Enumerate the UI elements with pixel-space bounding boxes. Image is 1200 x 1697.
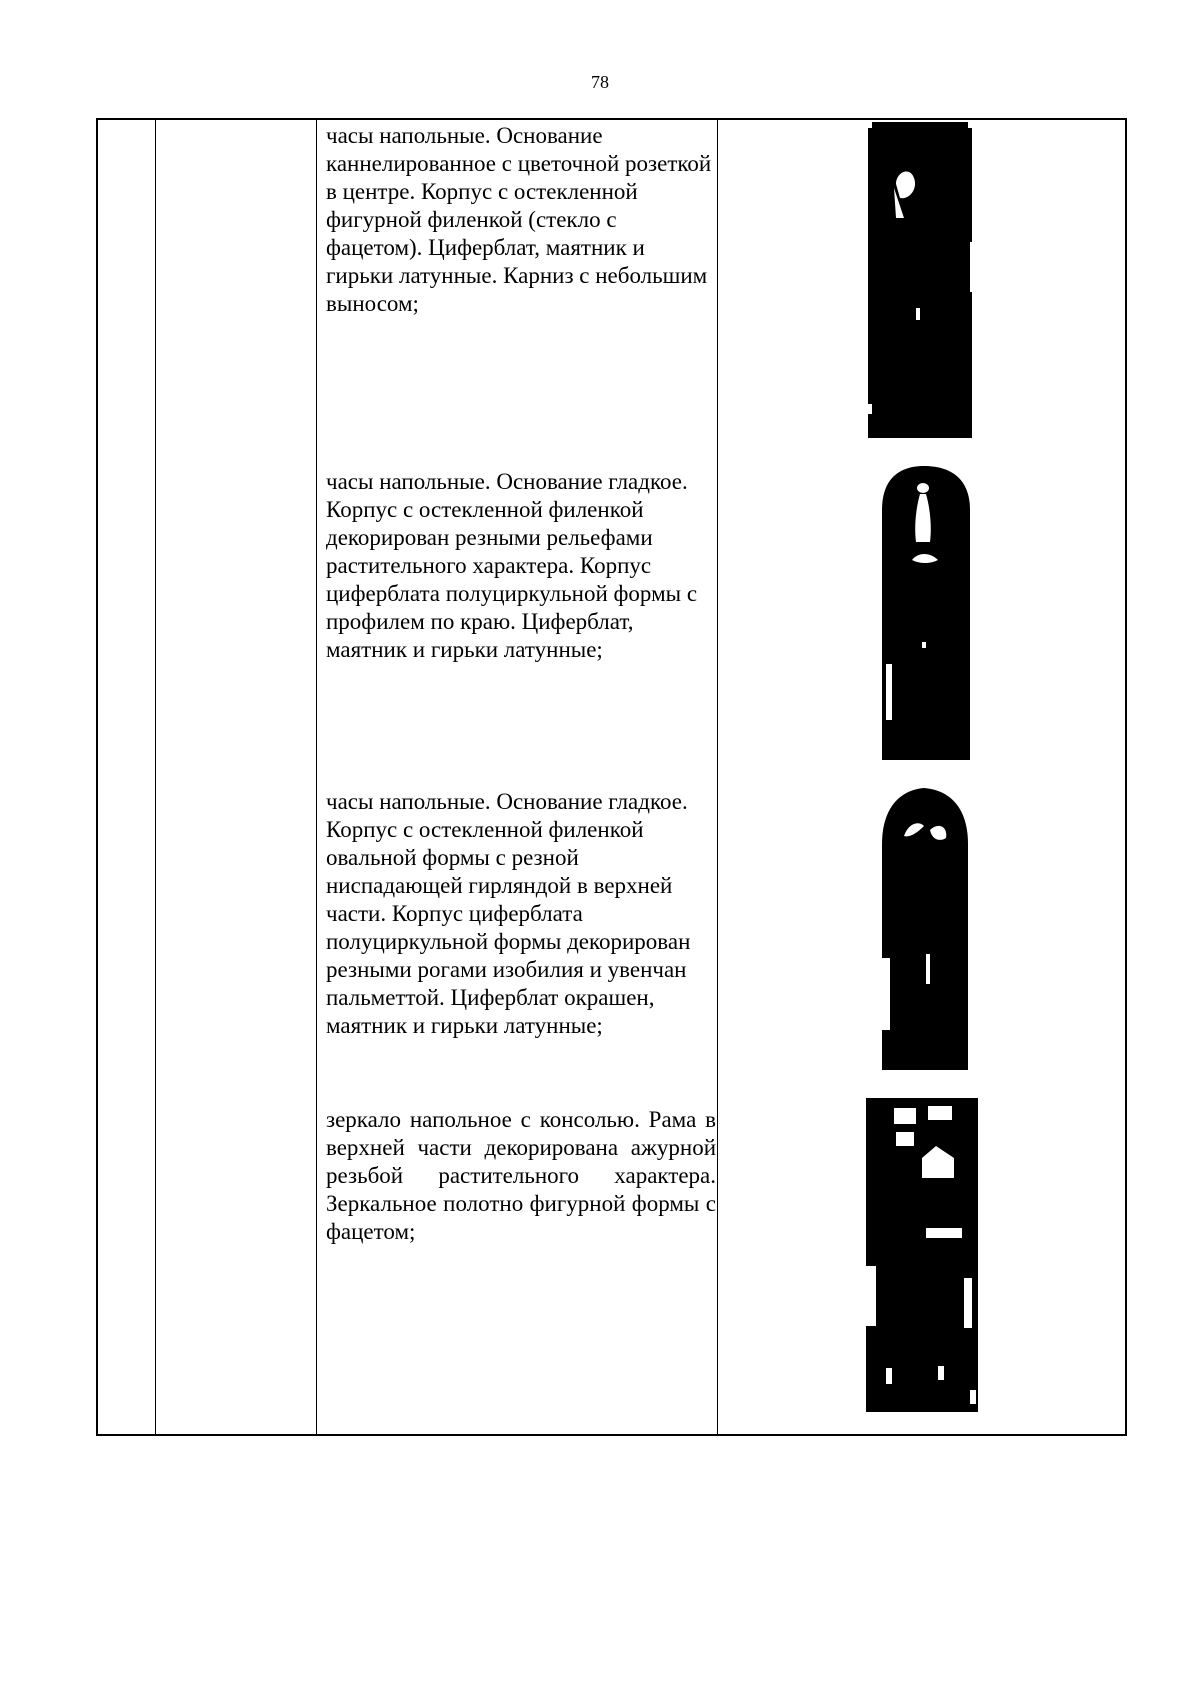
floor-mirror-photo-4 <box>866 1098 978 1412</box>
entry-description-3: часы напольные. Основание гладкое. Корпус с остекленной филенкой овальной формы с резной ниспадающей гирляндой в верхней части. Корпус циферблата полуциркульной формы декорирован резными рогами изобилия и увенчан пальметтой. Циферблат окрашен, маятник и гирьки латунные; <box>326 789 691 1038</box>
page-number: 78 <box>591 72 609 92</box>
column-divider <box>155 120 156 1434</box>
entry-description-1: часы напольные. Основание каннелированное с цветочной розеткой в центре. Корпус с остекленной фигурной филенкой (стекло с фацетом). Циферблат, маятник и гирьки латунные. Карниз с небольшим выносом; <box>326 123 712 316</box>
floor-clock-photo-2 <box>878 464 974 760</box>
floor-clock-photo-3 <box>878 784 974 1070</box>
entry-description-4: зеркало напольное с консолью. Рама в верхней части декорирована ажурной резьбой растительного характера. Зеркальное полотно фигурной формы с фацетом; <box>326 1107 716 1244</box>
column-divider <box>316 120 317 1434</box>
column-divider <box>717 120 718 1434</box>
entry-description-2: часы напольные. Основание гладкое. Корпус с остекленной филенкой декорирован резными рельефами растительного характера. Корпус циферблата полуциркульной формы с профилем по краю. Циферблат, маятник и гирьки латунные; <box>326 469 698 662</box>
floor-clock-photo-1 <box>866 122 978 440</box>
